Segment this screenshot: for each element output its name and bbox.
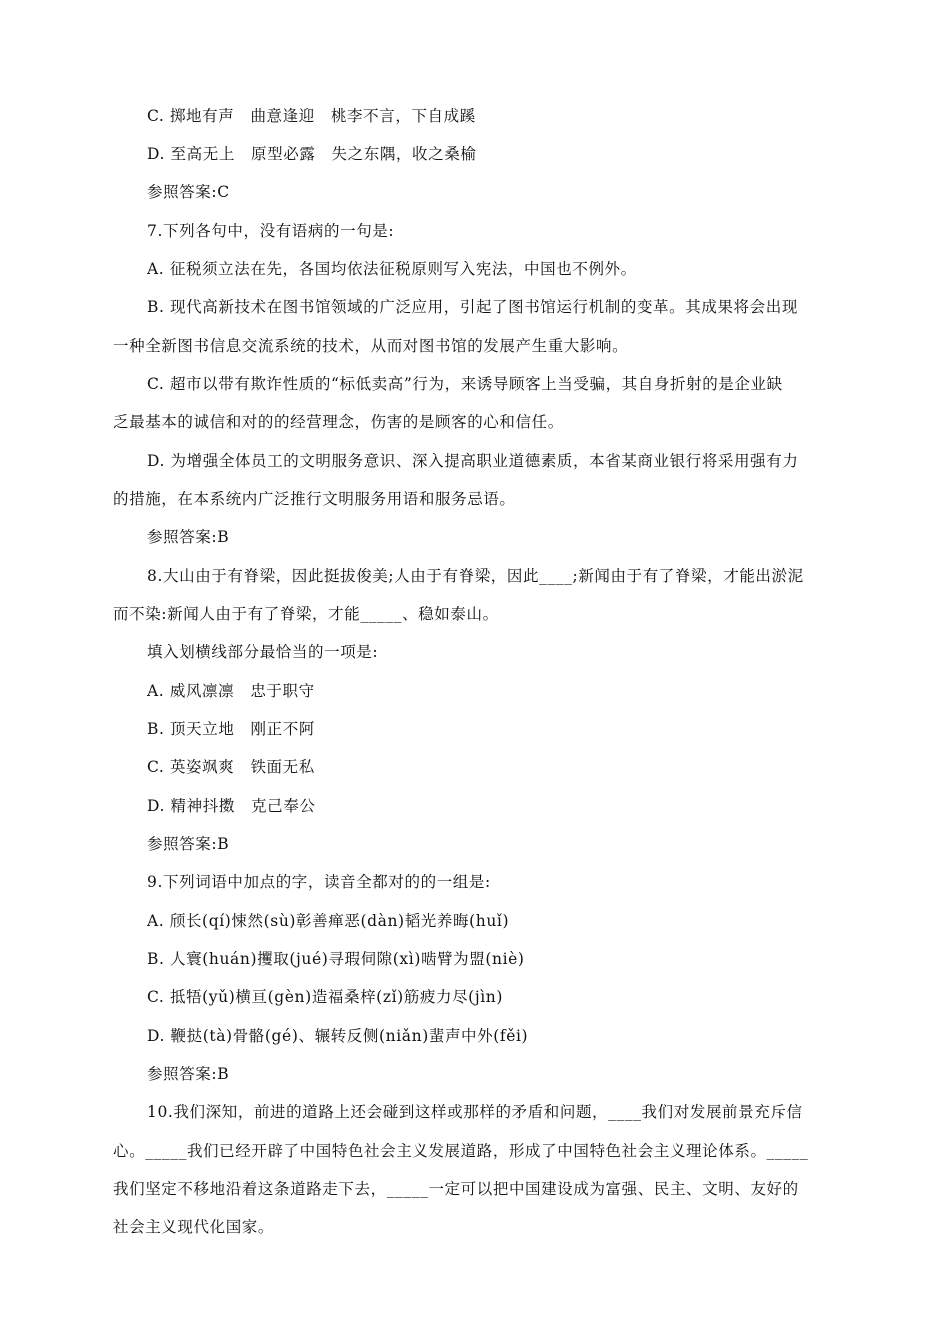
q10-question-line3: 我们坚定不移地沿着这条道路走下去，_____一定可以把中国建设成为富强、民主、文明、友好的 bbox=[113, 1180, 799, 1198]
q8-question-line1: 8.大山由于有脊梁，因此挺拔俊美;人由于有脊梁，因此____;新闻由于有了脊梁，才能出淤泥 bbox=[147, 567, 804, 585]
q8-question-line2: 而不染:新闻人由于有了脊梁，才能_____、稳如泰山。 bbox=[113, 605, 499, 623]
q7-option-b-line2: 一种全新图书信息交流系统的技术，从而对图书馆的发展产生重大影响。 bbox=[113, 337, 629, 355]
q8-instruction: 填入划横线部分最恰当的一项是: bbox=[147, 643, 379, 661]
q6-answer: 参照答案:C bbox=[147, 183, 230, 201]
q7-question: 7.下列各句中，没有语病的一句是: bbox=[147, 222, 395, 240]
q8-option-c: C. 英姿飒爽 铁面无私 bbox=[147, 758, 315, 776]
q9-option-b: B. 人寰(huán)攫取(jué)寻瑕伺隙(xì)啮臂为盟(niè) bbox=[147, 950, 525, 968]
q10-question-line1: 10.我们深知，前进的道路上还会碰到这样或那样的矛盾和问题，____我们对发展前景充斥信 bbox=[147, 1103, 803, 1121]
q6-option-c: C. 掷地有声 曲意逢迎 桃李不言，下自成蹊 bbox=[147, 107, 476, 125]
q8-option-a: A. 威风凛凛 忠于职守 bbox=[147, 682, 315, 700]
q10-question-line4: 社会主义现代化国家。 bbox=[113, 1218, 275, 1236]
q7-option-a: A. 征税须立法在先，各国均依法征税原则写入宪法，中国也不例外。 bbox=[147, 260, 637, 278]
q9-question: 9.下列词语中加点的字，读音全都对的的一组是: bbox=[147, 873, 491, 891]
q8-option-b: B. 顶天立地 刚正不阿 bbox=[147, 720, 315, 738]
q8-option-d: D. 精神抖擞 克己奉公 bbox=[147, 797, 316, 815]
q7-option-c-line2: 乏最基本的诚信和对的的经营理念，伤害的是顾客的心和信任。 bbox=[113, 413, 564, 431]
q7-option-d-line2: 的措施，在本系统内广泛推行文明服务用语和服务忌语。 bbox=[113, 490, 516, 508]
q7-option-d-line1: D. 为增强全体员工的文明服务意识、深入提高职业道德素质，本省某商业银行将采用强有力 bbox=[147, 452, 799, 470]
q7-option-b-line1: B. 现代高新技术在图书馆领域的广泛应用，引起了图书馆运行机制的变革。其成果将会出现 bbox=[147, 298, 798, 316]
q9-option-c: C. 抵牾(yǔ)横亘(gèn)造福桑梓(zǐ)筋疲力尽(jìn) bbox=[147, 988, 504, 1006]
q6-option-d: D. 至高无上 原型必露 失之东隅，收之桑榆 bbox=[147, 145, 477, 163]
q7-option-c-line1: C. 超市以带有欺诈性质的“标低卖高”行为，来诱导顾客上当受骗，其自身折射的是企业缺 bbox=[147, 375, 783, 393]
q8-answer: 参照答案:B bbox=[147, 835, 230, 853]
q9-option-a: A. 颀长(qí)悚然(sù)彰善瘅恶(dàn)韬光养晦(huǐ) bbox=[147, 912, 510, 930]
q10-question-line2: 心。_____我们已经开辟了中国特色社会主义发展道路，形成了中国特色社会主义理论体系。_____ bbox=[113, 1142, 809, 1160]
q7-answer: 参照答案:B bbox=[147, 528, 230, 546]
q9-answer: 参照答案:B bbox=[147, 1065, 230, 1083]
q9-option-d: D. 鞭挞(tà)骨骼(gé)、辗转反侧(niǎn)蜚声中外(fěi) bbox=[147, 1027, 529, 1045]
